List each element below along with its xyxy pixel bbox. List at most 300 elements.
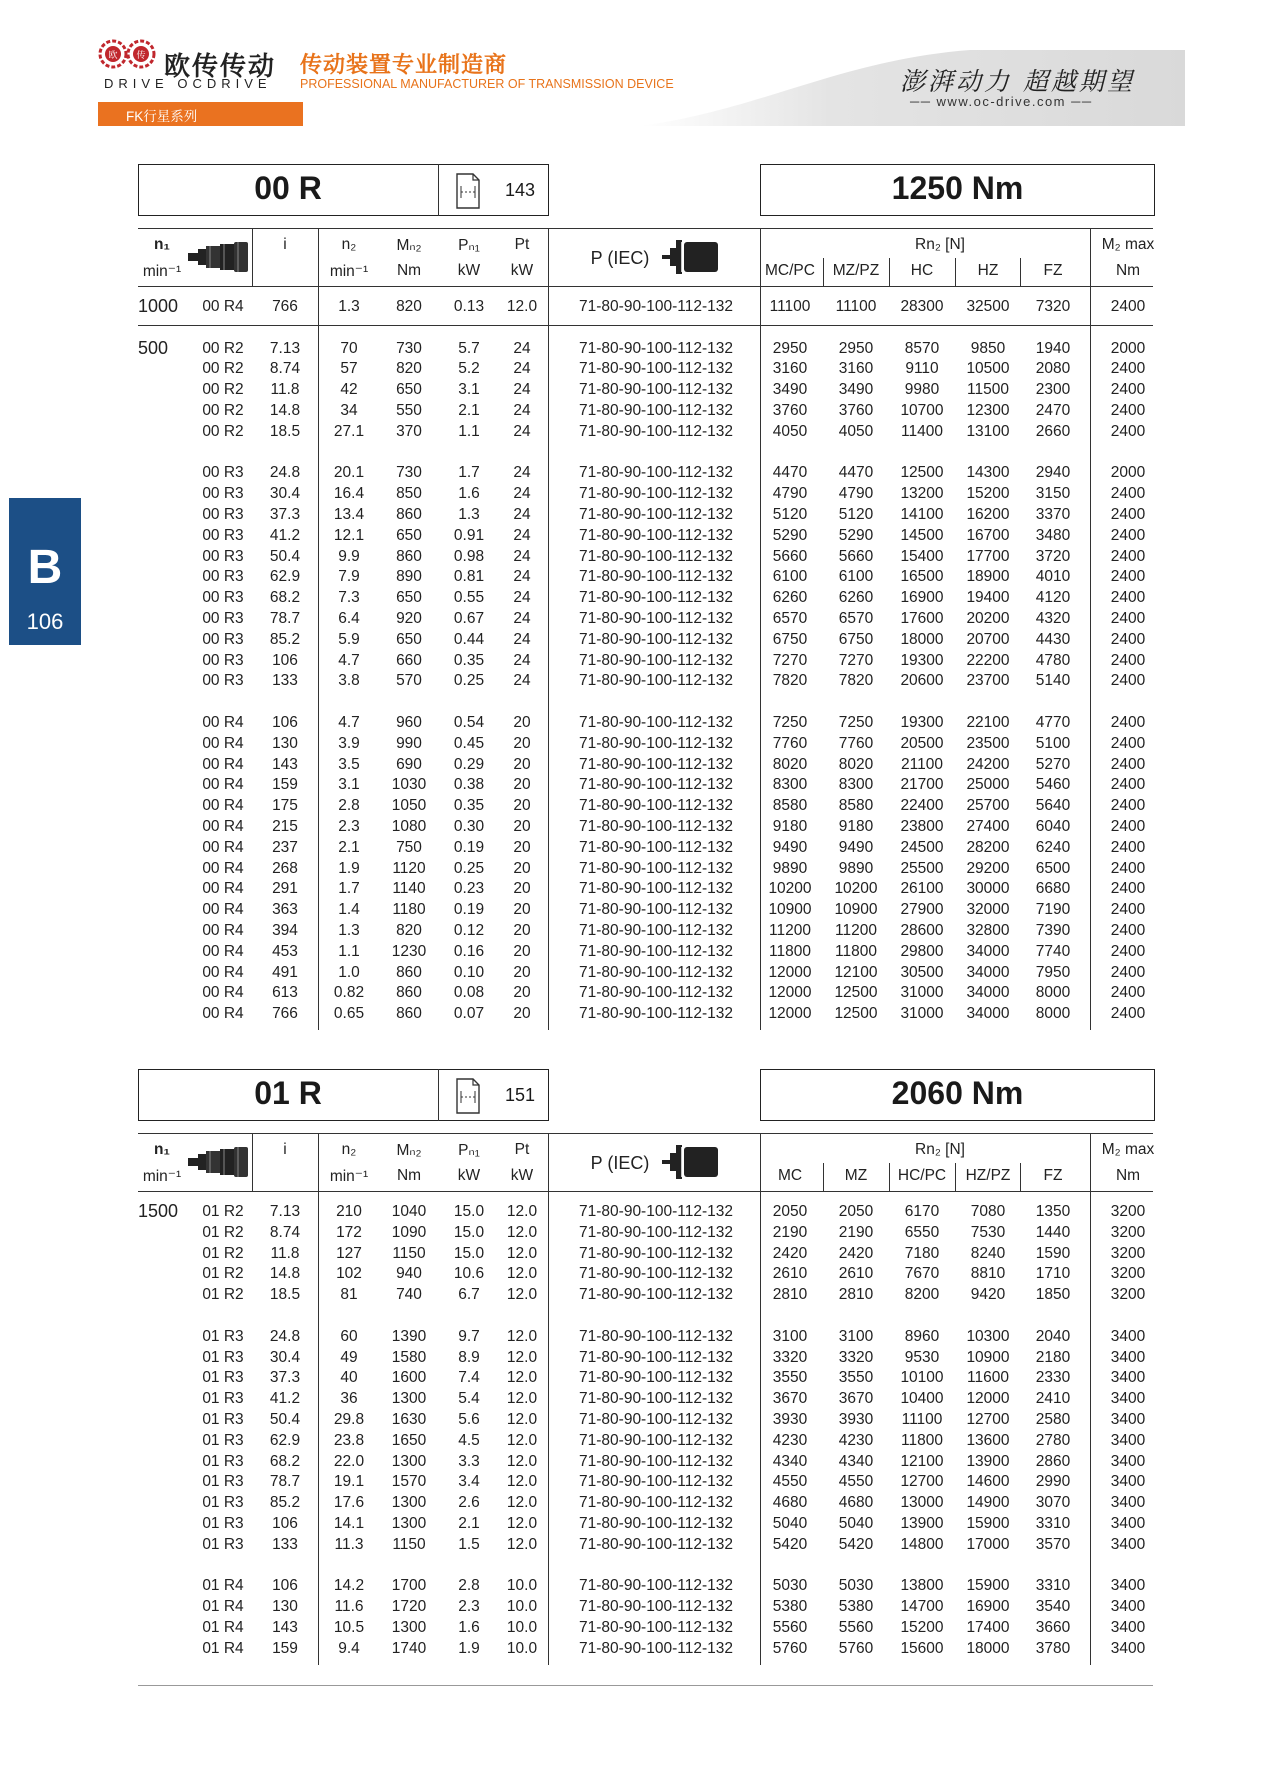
table-cell: 6570 — [772, 610, 808, 627]
table-cell: 21100 — [901, 755, 943, 773]
model-box-divider — [438, 164, 439, 216]
table-cell: 2400 — [1110, 630, 1146, 648]
table-cell: 71-80-90-100-112-132 — [579, 1203, 733, 1220]
table-cell: 6550 — [904, 1223, 940, 1241]
table-cell: 0.81 — [453, 568, 485, 586]
table-cell: 6680 — [1035, 880, 1071, 898]
table-cell: 9490 — [772, 838, 808, 856]
table-cell: 2400 — [1110, 734, 1146, 752]
table-cell: 00 R4 — [202, 776, 244, 794]
col-rn2-sub-header: FZ — [1043, 262, 1063, 279]
table-cell: 1230 — [391, 942, 427, 960]
table-cell: 650 — [396, 381, 422, 399]
col-divider — [1090, 286, 1091, 1030]
table-cell: 7180 — [904, 1244, 940, 1262]
table-cell: 78.7 — [269, 610, 301, 627]
table-cell: 133 — [272, 672, 298, 690]
slogan: 澎湃动力 超越期望 — [900, 67, 1135, 96]
table-cell: 2400 — [1110, 360, 1146, 378]
table-cell: 159 — [272, 776, 298, 794]
table-cell: 6500 — [1035, 859, 1071, 877]
table-cell: 29200 — [966, 859, 1010, 877]
table-cell: 15.0 — [453, 1223, 485, 1241]
table-cell: 1.6 — [458, 485, 480, 503]
table-cell: 2400 — [1110, 568, 1146, 586]
table-cell: 237 — [272, 838, 298, 856]
table-cell: 4550 — [838, 1473, 874, 1491]
table-cell: 4050 — [772, 422, 808, 440]
page-number: 106 — [26, 609, 64, 634]
table-cell: 13100 — [966, 422, 1010, 440]
table-cell: 11.3 — [334, 1535, 364, 1553]
table-cell: 50.4 — [269, 1411, 301, 1428]
table-cell: 8000 — [1035, 1005, 1071, 1023]
table-cell: 20 — [513, 922, 531, 939]
table-cell: 49 — [340, 1348, 358, 1366]
table-cell: 13600 — [966, 1431, 1010, 1449]
table-cell: 613 — [272, 984, 298, 1002]
table-cell: 6170 — [904, 1203, 940, 1220]
table-cell: 2400 — [1110, 422, 1146, 440]
table-cell: 2000 — [1110, 464, 1146, 482]
table-cell: 12500 — [900, 464, 944, 482]
website-url: ── www.oc-drive.com ── — [910, 94, 1093, 109]
table-cell: 16.4 — [333, 485, 365, 503]
col-mn2-header: Mₙ₂ — [396, 1142, 422, 1159]
table-cell: 20 — [513, 714, 531, 731]
table-cell: 8000 — [1035, 984, 1071, 1002]
table-cell: 0.07 — [453, 1005, 485, 1023]
table-cell: 3400 — [1110, 1639, 1146, 1657]
table-cell: 1030 — [391, 776, 427, 794]
table-cell: 01 R3 — [202, 1348, 244, 1366]
table-cell: 3550 — [838, 1369, 874, 1387]
table-cell: 3400 — [1110, 1577, 1146, 1595]
table-cell: 71-80-90-100-112-132 — [579, 381, 733, 399]
table-cell: 15600 — [900, 1639, 944, 1657]
table-cell: 20600 — [900, 672, 944, 690]
col-pn1-unit: kW — [457, 1167, 481, 1184]
table-cell: 650 — [396, 589, 422, 607]
table-cell: 12000 — [966, 1390, 1010, 1408]
table-cell: 12.0 — [506, 1452, 538, 1470]
table-cell: 3200 — [1110, 1244, 1146, 1262]
table-cell: 940 — [396, 1265, 422, 1283]
table-cell: 12.0 — [506, 1473, 538, 1491]
table-cell: 0.12 — [453, 922, 485, 939]
table-cell: 71-80-90-100-112-132 — [579, 755, 733, 773]
table-cell: 3200 — [1110, 1203, 1146, 1220]
table-cell: 1300 — [391, 1452, 427, 1470]
table-cell: 71-80-90-100-112-132 — [579, 1348, 733, 1366]
col-rn2-sub-header: HC — [910, 262, 934, 279]
ref-page-number: 143 — [505, 180, 536, 200]
col-n1-header: n₁ — [154, 236, 170, 253]
table-cell: 71-80-90-100-112-132 — [579, 610, 733, 627]
table-cell: 3160 — [772, 360, 808, 378]
table-cell: 7250 — [772, 714, 808, 731]
col-rn2-sub-header: MZ — [844, 1167, 868, 1184]
table-cell: 71-80-90-100-112-132 — [579, 526, 733, 544]
table-cell: 5120 — [772, 506, 808, 523]
model-box-divider — [438, 1069, 439, 1121]
table-cell: 2420 — [772, 1244, 808, 1262]
table-cell: 370 — [396, 422, 422, 440]
table-cell: 960 — [396, 714, 422, 731]
col-piec-header: P (IEC) — [590, 248, 650, 268]
table-cell: 6100 — [772, 568, 808, 586]
table-cell: 2400 — [1110, 880, 1146, 898]
table-cell: 9180 — [838, 818, 874, 835]
table-cell: 12.0 — [506, 1369, 538, 1387]
table-cell: 12000 — [768, 984, 812, 1002]
table-cell: 11800 — [835, 942, 877, 960]
table-cell: 3400 — [1110, 1348, 1146, 1366]
table-cell: 215 — [272, 818, 298, 835]
table-cell: 1570 — [391, 1473, 427, 1491]
table-cell: 21700 — [900, 776, 944, 794]
table-cell: 8300 — [772, 776, 808, 794]
table-cell: 130 — [272, 734, 298, 752]
table-cell: 00 R4 — [202, 714, 244, 731]
table-cell: 0.29 — [453, 755, 485, 773]
table-cell: 1720 — [391, 1598, 427, 1616]
table-cell: 32500 — [966, 298, 1010, 315]
table-cell: 7950 — [1035, 963, 1071, 981]
table-cell: 01 R2 — [202, 1286, 244, 1304]
table-cell: 3400 — [1110, 1327, 1146, 1345]
table-cell: 2410 — [1035, 1390, 1071, 1408]
table-cell: 2400 — [1110, 755, 1146, 773]
table-cell: 20500 — [900, 734, 944, 752]
table-cell: 10100 — [900, 1369, 944, 1387]
table-cell: 3400 — [1110, 1369, 1146, 1387]
table-cell: 17700 — [966, 547, 1010, 565]
table-cell: 00 R3 — [202, 672, 244, 690]
table-cell: 2.1 — [458, 402, 480, 419]
table-cell: 291 — [272, 880, 298, 898]
table-cell: 4.7 — [338, 651, 360, 669]
col-rn2-sub-header: HZ — [977, 262, 999, 279]
table-cell: 6040 — [1035, 818, 1071, 835]
table-cell: 20 — [513, 859, 531, 877]
table-cell: 11800 — [901, 1431, 943, 1449]
table-cell: 15.0 — [453, 1203, 485, 1220]
table-cell: 15900 — [966, 1515, 1010, 1532]
table-cell: 8580 — [772, 797, 808, 815]
table-cell: 15200 — [966, 485, 1010, 503]
col-divider — [548, 286, 549, 1030]
table-cell: 71-80-90-100-112-132 — [579, 1369, 733, 1387]
table-cell: 00 R4 — [202, 963, 244, 981]
table-cell: 4430 — [1035, 630, 1071, 648]
table-cell: 9490 — [838, 838, 874, 856]
table-cell: 71-80-90-100-112-132 — [579, 1535, 733, 1553]
table-cell: 71-80-90-100-112-132 — [579, 1327, 733, 1345]
table-cell: 22.0 — [333, 1452, 365, 1470]
table-cell: 00 R3 — [202, 526, 244, 544]
table-cell: 11100 — [769, 298, 811, 315]
table-cell: 1850 — [1035, 1286, 1071, 1304]
table-cell: 10.6 — [453, 1265, 485, 1283]
table-cell: 453 — [272, 942, 298, 960]
table-cell: 71-80-90-100-112-132 — [579, 506, 733, 523]
table-cell: 12000 — [768, 963, 812, 981]
table-cell: 4230 — [838, 1431, 874, 1449]
table-cell: 24 — [513, 402, 531, 419]
col-pn1-header: Pₙ₁ — [458, 237, 480, 254]
table-cell: 3320 — [772, 1348, 808, 1366]
table-cell: 1.6 — [458, 1619, 480, 1636]
table-cell: 7740 — [1035, 942, 1071, 960]
table-cell: 71-80-90-100-112-132 — [579, 1515, 733, 1532]
table-cell: 24 — [513, 422, 531, 440]
table-cell: 5.6 — [458, 1411, 480, 1428]
table-cell: 12.0 — [506, 1286, 538, 1304]
table-cell: 2400 — [1110, 298, 1146, 315]
table-cell: 6100 — [838, 568, 874, 586]
table-cell: 3930 — [772, 1411, 808, 1428]
table-cell: 1.1 — [458, 422, 480, 440]
table-cell: 890 — [396, 568, 422, 586]
table-cell: 24 — [513, 568, 531, 586]
table-cell: 14100 — [900, 506, 944, 523]
table-cell: 14500 — [900, 526, 944, 544]
table-cell: 71-80-90-100-112-132 — [579, 1639, 733, 1657]
table-cell: 2400 — [1110, 797, 1146, 815]
table-cell: 9420 — [970, 1286, 1006, 1304]
table-cell: 5030 — [838, 1577, 874, 1595]
col-m2max-header: M₂ max — [1101, 236, 1155, 253]
table-cell: 24200 — [966, 755, 1010, 773]
table-cell: 5.2 — [458, 360, 480, 378]
table-cell: 00 R4 — [202, 1005, 244, 1023]
table-cell: 4790 — [772, 485, 808, 503]
table-cell: 10200 — [768, 880, 812, 898]
table-cell: 0.67 — [453, 610, 485, 627]
table-cell: 00 R3 — [202, 630, 244, 648]
table-cell: 40 — [340, 1369, 358, 1387]
col-divider — [760, 1191, 761, 1665]
table-cell: 8810 — [970, 1265, 1006, 1283]
col-m2max-unit: Nm — [1115, 1167, 1141, 1184]
col-divider — [1090, 1191, 1091, 1665]
table-cell: 12.0 — [506, 1265, 538, 1283]
table-cell: 3400 — [1110, 1390, 1146, 1408]
table-cell: 0.25 — [453, 859, 485, 877]
table-cell: 01 R3 — [202, 1473, 244, 1491]
table-cell: 10400 — [900, 1390, 944, 1408]
col-divider — [252, 228, 253, 286]
table-cell: 9890 — [772, 859, 808, 877]
table-cell: 8580 — [838, 797, 874, 815]
table-cell: 12300 — [966, 402, 1010, 419]
table-cell: 4230 — [772, 1431, 808, 1449]
table-cell: 12.0 — [506, 1223, 538, 1241]
table-cell: 01 R4 — [202, 1598, 244, 1616]
table-cell: 81 — [340, 1286, 358, 1304]
col-divider — [318, 286, 319, 1030]
table-cell: 14.8 — [269, 402, 301, 419]
table-cell: 00 R3 — [202, 485, 244, 503]
table-cell: 11400 — [901, 422, 943, 440]
table-cell: 50.4 — [269, 547, 301, 565]
table-cell: 1300 — [391, 1390, 427, 1408]
table-cell: 7270 — [772, 651, 808, 669]
table-cell: 1150 — [392, 1535, 426, 1553]
table-cell: 143 — [272, 755, 298, 773]
table-cell: 29800 — [900, 942, 944, 960]
table-cell: 5660 — [772, 547, 808, 565]
table-cell: 71-80-90-100-112-132 — [579, 339, 733, 357]
table-cell: 1350 — [1035, 1203, 1071, 1220]
table-cell: 4050 — [838, 422, 874, 440]
table-cell: 9.4 — [338, 1639, 360, 1657]
table-cell: 3310 — [1035, 1577, 1071, 1595]
table-cell: 15400 — [900, 547, 944, 565]
table-cell: 2190 — [772, 1223, 808, 1241]
table-cell: 01 R2 — [202, 1223, 244, 1241]
table-cell: 26100 — [900, 880, 944, 898]
col-divider — [1090, 1133, 1091, 1191]
table-cell: 00 R3 — [202, 506, 244, 523]
table-cell: 0.55 — [453, 589, 485, 607]
table-cell: 860 — [396, 984, 422, 1002]
table-cell: 9180 — [772, 818, 808, 835]
table-cell: 1940 — [1035, 339, 1071, 357]
table-cell: 24.8 — [269, 1327, 301, 1345]
table-cell: 5640 — [1035, 797, 1071, 815]
table-cell: 2300 — [1035, 381, 1071, 399]
table-cell: 5760 — [838, 1639, 874, 1657]
table-cell: 00 R4 — [202, 922, 244, 939]
table-cell: 3660 — [1035, 1619, 1071, 1636]
table-cell: 9110 — [905, 360, 939, 378]
table-cell: 3150 — [1035, 485, 1071, 503]
table-cell: 10.0 — [506, 1619, 538, 1636]
table-cell: 28200 — [966, 838, 1010, 856]
table-cell: 17400 — [966, 1619, 1010, 1636]
table-cell: 32000 — [966, 901, 1010, 919]
table-cell: 3670 — [838, 1390, 874, 1408]
svg-text:欧: 欧 — [108, 51, 118, 61]
table-cell: 820 — [396, 922, 422, 939]
table-cell: 766 — [272, 298, 298, 315]
col-n2-header: n₂ — [341, 1141, 357, 1158]
table-cell: 00 R4 — [202, 797, 244, 815]
table-cell: 10900 — [966, 1348, 1010, 1366]
table-cell: 3200 — [1110, 1265, 1146, 1283]
table-cell: 11200 — [769, 922, 811, 939]
table-cell: 23700 — [966, 672, 1010, 690]
table-cell: 7670 — [904, 1265, 940, 1283]
header-bottom-rule — [138, 286, 1153, 287]
col-subdivider — [889, 258, 890, 286]
table-cell: 1050 — [391, 797, 427, 815]
table-cell: 1630 — [391, 1411, 427, 1428]
table-cell: 3370 — [1035, 506, 1071, 523]
table-cell: 85.2 — [269, 1494, 301, 1512]
header-bottom-rule — [138, 1191, 1153, 1192]
col-subdivider — [1020, 258, 1021, 286]
table-cell: 730 — [396, 464, 422, 482]
svg-text:传: 传 — [136, 51, 146, 61]
table-cell: 37.3 — [269, 506, 301, 523]
table-cell: 13800 — [900, 1577, 944, 1595]
table-cell: 16900 — [900, 589, 944, 607]
table-cell: 01 R3 — [202, 1411, 244, 1428]
col-i-header: i — [283, 236, 287, 253]
table-cell: 5120 — [838, 506, 874, 523]
header-top-rule — [138, 228, 1153, 229]
table-cell: 6570 — [838, 610, 874, 627]
table-cell: 1.7 — [338, 880, 360, 898]
col-subdivider — [823, 258, 824, 286]
row-input-speed: 1000 — [138, 296, 179, 316]
table-cell: 1040 — [391, 1203, 427, 1220]
table-cell: 5560 — [838, 1619, 874, 1636]
table-cell: 16200 — [966, 506, 1010, 523]
table-cell: 01 R3 — [202, 1535, 244, 1553]
table-cell: 0.54 — [453, 714, 485, 731]
table-cell: 70 — [340, 339, 358, 357]
table-cell: 106 — [272, 651, 298, 669]
table-cell: 71-80-90-100-112-132 — [579, 838, 733, 856]
table-cell: 9850 — [970, 339, 1006, 357]
table-cell: 71-80-90-100-112-132 — [579, 734, 733, 752]
table-cell: 133 — [272, 1535, 298, 1553]
table-cell: 660 — [396, 651, 422, 669]
table-cell: 2330 — [1035, 1369, 1071, 1387]
table-cell: 159 — [272, 1639, 298, 1657]
table-cell: 850 — [396, 485, 422, 503]
table-cell: 5140 — [1035, 672, 1071, 690]
table-cell: 4680 — [772, 1494, 808, 1512]
table-cell: 3200 — [1110, 1286, 1146, 1304]
table-cell: 41.2 — [269, 1390, 301, 1408]
table-cell: 5030 — [772, 1577, 808, 1595]
col-subdivider — [889, 1163, 890, 1191]
table-cell: 3400 — [1110, 1452, 1146, 1470]
table-cell: 71-80-90-100-112-132 — [579, 1431, 733, 1449]
footer-rule — [138, 1685, 1153, 1686]
table-cell: 11.8 — [270, 1244, 300, 1262]
col-m2max-unit: Nm — [1115, 262, 1141, 279]
table-cell: 20700 — [966, 630, 1010, 648]
table-cell: 13900 — [900, 1515, 944, 1532]
table-cell: 3550 — [772, 1369, 808, 1387]
table-cell: 00 R4 — [202, 984, 244, 1002]
table-cell: 7.4 — [458, 1369, 480, 1387]
table-cell: 143 — [272, 1619, 298, 1636]
brand-logo-icon — [98, 36, 160, 78]
table-cell: 12.0 — [506, 1203, 538, 1220]
table-cell: 29.8 — [333, 1411, 365, 1428]
table-cell: 3320 — [838, 1348, 874, 1366]
table-cell: 2.6 — [458, 1494, 480, 1512]
col-divider — [318, 1191, 319, 1665]
table-cell: 19300 — [900, 714, 944, 731]
table-cell: 2400 — [1110, 651, 1146, 669]
table-cell: 2400 — [1110, 402, 1146, 419]
gearbox-icon — [188, 240, 250, 274]
table-cell: 71-80-90-100-112-132 — [579, 901, 733, 919]
table-cell: 18900 — [966, 568, 1010, 586]
table-cell: 7760 — [772, 734, 808, 752]
table-cell: 00 R4 — [202, 859, 244, 877]
table-cell: 820 — [396, 360, 422, 378]
table-cell: 41.2 — [269, 526, 301, 544]
